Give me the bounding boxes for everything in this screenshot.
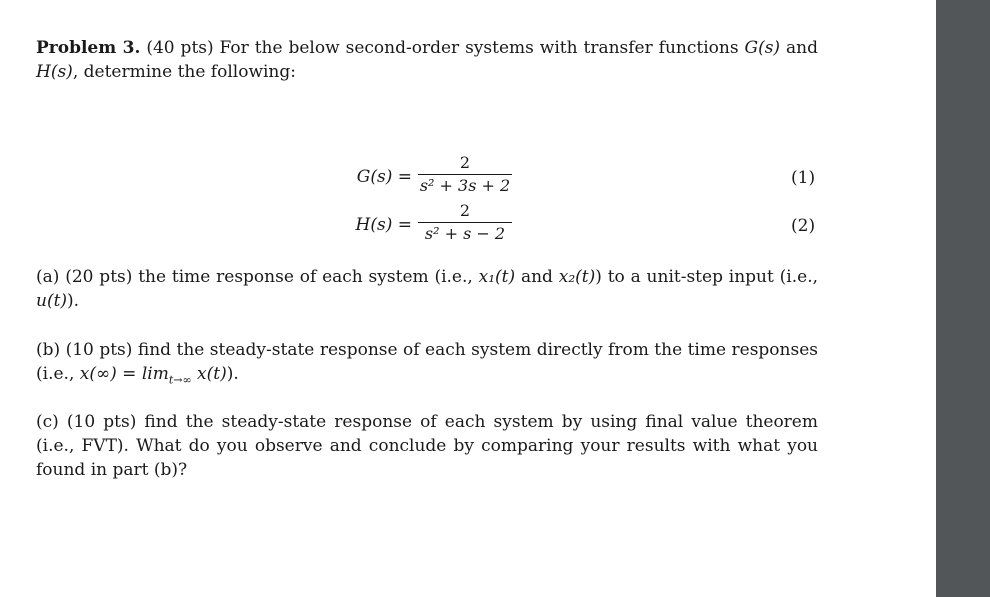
problem-heading: Problem 3. (36, 38, 141, 58)
and-word: and (786, 38, 818, 58)
denominator: s² + 3s + 2 (419, 176, 511, 195)
and-word: and (520, 267, 553, 287)
g-symbol: G(s) (744, 38, 781, 58)
part-c-text: (c) (10 pts) find the steady-state response of each system by using final value theorem (i.e., FVT). What do you observe and conclude by comparing your results with what you found in part (b)? (36, 412, 818, 480)
part-a (36, 265, 818, 313)
fraction-bar (418, 174, 512, 175)
x2-symbol: x₂(t) (558, 267, 596, 287)
part-a-text-3: ). (67, 291, 80, 311)
part-a-text-2: ) to a unit-step input (i.e., (595, 267, 818, 287)
intro-text: (40 pts) For the below second-order systems with transfer functions (146, 38, 739, 58)
part-b-text-2: ). (226, 364, 239, 384)
fraction (418, 201, 512, 244)
equation-number: (1) (791, 168, 816, 188)
x1-symbol: x₁(t) (478, 267, 516, 287)
part-a-text: (a) (20 pts) the time response of each system (i.e., (36, 267, 473, 287)
part-b-text: (b) (10 pts) find the steady-state response of each system directly from the time responses (i.e., (36, 340, 818, 384)
x-of-t: x(t) (197, 364, 227, 384)
part-c (36, 410, 818, 482)
u-symbol: u(t) (36, 291, 68, 311)
equation-lhs: G(s) = (356, 167, 412, 187)
limit-subscript: t→∞ (168, 373, 192, 387)
problem-intro (36, 36, 818, 84)
equation-number: (2) (791, 216, 816, 236)
equation-1 (0, 153, 936, 201)
equation-2 (0, 201, 936, 249)
part-b (36, 338, 818, 386)
equation-lhs: H(s) = (355, 215, 412, 235)
fraction (418, 153, 512, 196)
numerator: 2 (459, 153, 471, 172)
intro-end: , determine the following: (72, 62, 296, 82)
limit-expression: x(∞) = lim (79, 364, 169, 384)
denominator: s² + s − 2 (424, 224, 506, 243)
h-symbol: H(s) (36, 62, 73, 82)
fraction-bar (418, 222, 512, 223)
numerator: 2 (459, 201, 471, 220)
viewer-gutter (936, 0, 990, 597)
